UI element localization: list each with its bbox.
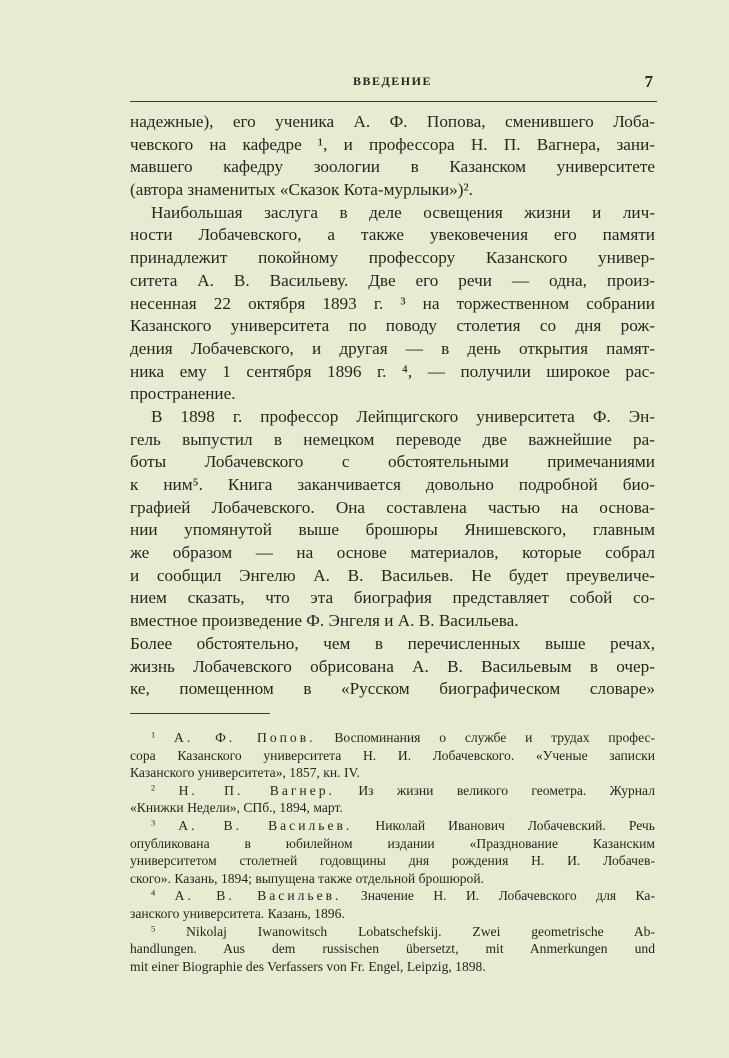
text-line: ника ему 1 сентября 1896 г. ⁴, — получили широкое рас- xyxy=(130,361,655,381)
text-line: дения Лобачевского, и другая — в день открытия памят- xyxy=(130,338,655,358)
text-line: к ним⁵. Книга заканчивается довольно подробной био- xyxy=(130,475,655,494)
text-line: Казанского университета по поводу столетия со дня рож- xyxy=(130,316,655,336)
text-line: жизнь Лобачевского обрисована А. В. Васильевым в очер- xyxy=(130,656,655,676)
paragraph xyxy=(130,633,655,701)
footnote-line: ского». Казань, 1894; выпущена также отдельной брошюрой. xyxy=(130,870,485,886)
text-line: В 1898 г. профессор Лейпцигского университета Ф. Эн- xyxy=(151,406,655,426)
text-line: ке, помещенном в «Русском биографическом словаре» xyxy=(130,679,655,699)
running-header xyxy=(130,74,655,94)
footnote-line xyxy=(130,817,655,835)
footnote-number: 5 xyxy=(151,922,156,933)
text-line: несенная 22 октября 1893 г. ³ на торжественном собрании xyxy=(130,293,655,313)
footnote-text: Из жизни великого геометра. Журнал xyxy=(334,782,655,798)
footnote xyxy=(130,887,655,922)
text-line: вместное произведение Ф. Энгеля и А. В. Васильева. xyxy=(130,611,519,631)
text-line: надежные), его ученика А. Ф. Попова, сменившего Лоба- xyxy=(130,112,655,131)
footnote xyxy=(130,817,655,887)
footnote-line xyxy=(130,887,655,905)
text-line: мавшего кафедру зоологии в Казанском университете xyxy=(130,157,655,177)
text-line: (автора знаменитых «Сказок Кота-мурлыки»)². xyxy=(130,180,473,200)
text-line: Наибольшая заслуга в деле освещения жизни и лич- xyxy=(151,202,655,222)
footnote-number: 3 xyxy=(151,817,156,828)
text-line: графией Лобачевского. Она составлена частью на основа- xyxy=(130,497,655,517)
text-line: пространение. xyxy=(130,384,236,404)
footnote-number: 1 xyxy=(151,729,156,740)
text-line: же образом — на основе материалов, которые собрал xyxy=(130,543,655,563)
footnote-line xyxy=(130,923,655,941)
footnotes xyxy=(130,729,655,975)
text-line: и сообщил Энгелю А. В. Васильев. Не будет преувеличе- xyxy=(130,565,655,585)
header-rule xyxy=(130,101,657,102)
running-title: ВВЕДЕНИЕ xyxy=(353,74,432,88)
text-line: гель выпустил в немецком переводе две важнейшие ра- xyxy=(130,429,655,449)
paragraph xyxy=(130,202,655,406)
text-line: боты Лобачевского с обстоятельными примечаниями xyxy=(130,452,655,472)
text-line: ситета А. В. Васильеву. Две его речи — одна, произ- xyxy=(130,270,655,290)
footnote-author: А. Ф. Попов. xyxy=(174,730,316,745)
footnote-author: Н. П. Вагнер. xyxy=(178,782,335,798)
footnote-line xyxy=(130,782,655,800)
footnote xyxy=(130,729,655,782)
footnote xyxy=(130,923,655,976)
text-line: нии упомянутой выше брошюры Янишевского, главным xyxy=(130,520,655,540)
footnote-line: «Книжки Недели», СПб., 1894, март. xyxy=(130,800,343,816)
footnote-line: сора Казанского университета Н. И. Лобачевского. «Ученые записки xyxy=(130,747,655,763)
main-text xyxy=(130,111,655,701)
footnote-text: Николай Иванович Лобачевский. Речь xyxy=(352,817,655,833)
paragraph xyxy=(130,406,655,633)
text-line: нием сказать, что эта биография представляет собой со- xyxy=(130,588,655,608)
text-line: чевского на кафедре ¹, и профессора Н. П. Вагнера, зани- xyxy=(130,134,655,154)
footnote-line: опубликована в юбилейном издании «Празднование Казанским xyxy=(130,835,655,851)
page-number: 7 xyxy=(644,72,653,91)
footnote-line: занского университета. Казань, 1896. xyxy=(130,905,345,921)
text-line: ности Лобачевского, а также увековечения его памяти xyxy=(130,225,655,245)
footnote-author: А. В. Васильев. xyxy=(174,888,342,904)
text-line: принадлежит покойному профессору Казанского универ- xyxy=(130,248,655,268)
footnote-author: А. В. Васильев. xyxy=(178,817,353,833)
footnote-text: Nikolaj Iwanowitsch Lobatschefskij. Zwei geometrische Ab- xyxy=(186,923,655,939)
footnote xyxy=(130,782,655,817)
paragraph xyxy=(130,111,655,202)
footnote-number: 4 xyxy=(151,887,156,898)
footnote-line: mit einer Biographie des Verfassers von Fr. Engel, Leipzig, 1898. xyxy=(130,958,486,974)
footnote-text: Воспоминания о службе и трудах профес- xyxy=(315,730,656,745)
footnote-line: университетом столетней годовщины дня рождения Н. И. Лобачев- xyxy=(130,853,655,869)
text-line: Более обстоятельно, чем в перечисленных выше речах, xyxy=(130,633,655,653)
footnote-text: Значение Н. И. Лобачевского для Ка- xyxy=(341,888,655,904)
footnote-separator xyxy=(130,713,270,714)
footnote-line xyxy=(130,729,655,747)
footnote-line: handlungen. Aus dem russischen übersetzt, mit Anmerkungen und xyxy=(130,941,655,957)
footnote-line: Казанского университета», 1857, кн. IV. xyxy=(130,765,360,781)
footnote-number: 2 xyxy=(151,782,156,793)
